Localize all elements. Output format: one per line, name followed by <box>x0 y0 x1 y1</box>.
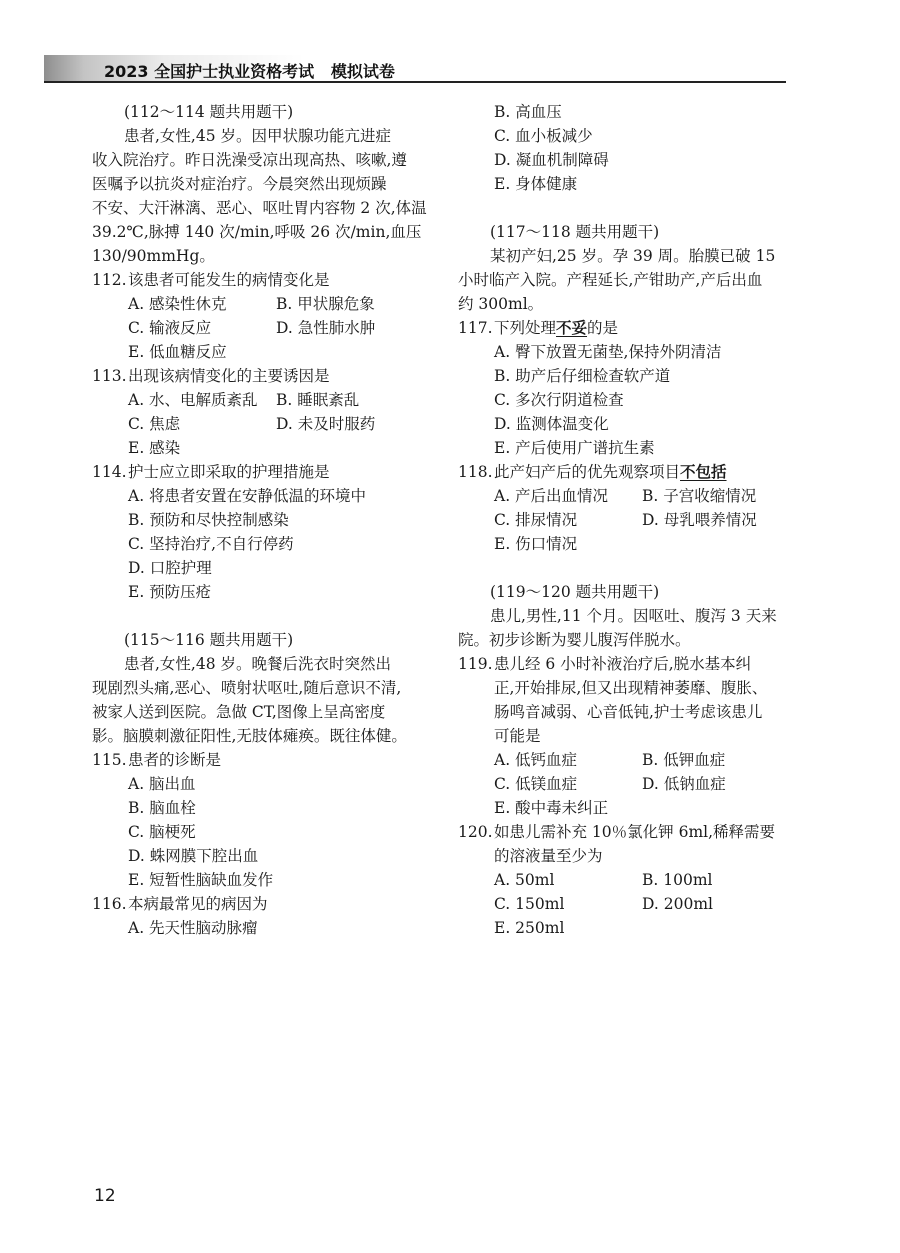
option-e: E. 250ml <box>494 919 565 937</box>
case-stem <box>458 244 788 316</box>
question-number: 118. <box>458 463 493 481</box>
options-row <box>92 292 422 316</box>
option-d: D. 未及时服药 <box>276 415 376 433</box>
option-c: C. 排尿情况 <box>494 511 578 529</box>
option-b: B. 预防和尽快控制感染 <box>128 511 289 529</box>
stem-line: 患儿,男性,11 个月。因呕吐、腹泻 3 天来 <box>490 607 777 625</box>
option-c: C. 坚持治疗,不自行停药 <box>128 535 294 553</box>
question-112 <box>92 268 422 292</box>
option-b: B. 睡眠紊乱 <box>276 391 360 409</box>
stem-line: 不安、大汗淋漓、恶心、呕吐胃内容物 2 次,体温 <box>92 199 427 217</box>
question-number: 117. <box>458 319 493 337</box>
question-119 <box>458 652 788 748</box>
stem-line: 被家人送到医院。急做 CT,图像上呈高密度 <box>92 703 386 721</box>
group-title: (115～116 题共用题干) <box>124 631 294 649</box>
question-116 <box>92 892 422 916</box>
option-e: E. 产后使用广谱抗生素 <box>494 439 655 457</box>
option-c: C. 低镁血症 <box>494 775 578 793</box>
option-b: B. 子宫收缩情况 <box>642 487 757 505</box>
options-row <box>92 412 422 436</box>
question-number: 120. <box>458 823 493 841</box>
option-e: E. 伤口情况 <box>494 535 578 553</box>
case-stem <box>458 604 788 652</box>
negation-keyword: 不妥 <box>556 319 588 337</box>
option-c: C. 焦虑 <box>128 415 181 433</box>
option-c: C. 多次行阴道检查 <box>494 391 624 409</box>
left-column <box>92 100 427 940</box>
question-text: 如患儿需补充 10％氯化钾 6ml,稀释需要 <box>494 823 776 841</box>
question-120 <box>458 820 788 868</box>
stem-line: 患者,女性,48 岁。晚餐后洗衣时突然出 <box>124 655 392 673</box>
options-row <box>92 388 422 412</box>
question-number: 113. <box>92 367 127 385</box>
option-b: B. 甲状腺危象 <box>276 295 375 313</box>
group-title: (117～118 题共用题干) <box>490 223 660 241</box>
option-d: D. 母乳喂养情况 <box>642 511 757 529</box>
question-text: 患儿经 6 小时补液治疗后,脱水基本纠 <box>494 655 752 673</box>
option-a: A. 脑出血 <box>128 775 196 793</box>
option-e: E. 预防压疮 <box>128 583 212 601</box>
question-text: 患者的诊断是 <box>128 751 222 769</box>
options-row <box>458 892 788 916</box>
question-text: 肠鸣音减弱、心音低钝,护士考虑该患儿 <box>494 703 763 721</box>
option-e: E. 低血糖反应 <box>128 343 227 361</box>
question-text: 护士应立即采取的护理措施是 <box>128 463 330 481</box>
option-e: E. 感染 <box>128 439 181 457</box>
question-text-end: 的是 <box>587 319 619 337</box>
options-row <box>92 316 422 340</box>
options-row <box>458 484 788 508</box>
option-c: C. 血小板减少 <box>494 127 593 145</box>
question-text: 下列处理 <box>494 319 557 337</box>
option-b: B. 100ml <box>642 871 713 889</box>
stem-line: 现剧烈头痛,恶心、喷射状呕吐,随后意识不清, <box>92 679 402 697</box>
stem-line: 约 300ml。 <box>458 295 544 313</box>
options-row <box>458 748 788 772</box>
option-e: E. 身体健康 <box>494 175 578 193</box>
option-a: A. 感染性休克 <box>128 295 227 313</box>
right-column <box>458 100 788 940</box>
options-row <box>458 868 788 892</box>
page-number: 12 <box>94 1186 116 1206</box>
option-a: A. 将患者安置在安静低温的环境中 <box>128 487 367 505</box>
question-text: 的溶液量至少为 <box>494 847 603 865</box>
question-114 <box>92 460 422 484</box>
option-d: D. 急性肺水肿 <box>276 319 376 337</box>
question-113 <box>92 364 422 388</box>
stem-line: 小时临产入院。产程延长,产钳助产,产后出血 <box>458 271 763 289</box>
question-text: 本病最常见的病因为 <box>128 895 268 913</box>
spacer <box>92 604 422 628</box>
option-d: D. 蛛网膜下腔出血 <box>128 847 259 865</box>
option-d: D. 凝血机制障碍 <box>494 151 609 169</box>
case-stem <box>92 652 422 748</box>
option-d: D. 200ml <box>642 895 713 913</box>
option-a: A. 低钙血症 <box>494 751 578 769</box>
stem-line: 影。脑膜刺激征阳性,无肢体瘫痪。既往体健。 <box>92 727 407 745</box>
option-b: B. 低钾血症 <box>642 751 726 769</box>
question-number: 119. <box>458 655 493 673</box>
case-stem <box>92 124 427 268</box>
option-a: A. 臀下放置无菌垫,保持外阴清洁 <box>494 343 722 361</box>
stem-line: 某初产妇,25 岁。孕 39 周。胎膜已破 15 <box>490 247 776 265</box>
question-text: 此产妇产后的优先观察项目 <box>494 463 681 481</box>
question-number: 116. <box>92 895 127 913</box>
group-title: (112～114 题共用题干) <box>124 103 294 121</box>
option-c: C. 150ml <box>494 895 565 913</box>
option-c: C. 输液反应 <box>128 319 212 337</box>
negation-keyword: 不包括 <box>680 463 727 481</box>
stem-line: 医嘱予以抗炎对症治疗。今晨突然出现烦躁 <box>92 175 387 193</box>
group-title: (119～120 题共用题干) <box>490 583 660 601</box>
question-text: 出现该病情变化的主要诱因是 <box>128 367 330 385</box>
option-a: A. 先天性脑动脉瘤 <box>128 919 258 937</box>
option-a: A. 水、电解质紊乱 <box>128 391 258 409</box>
question-115 <box>92 748 422 772</box>
option-b: B. 助产后仔细检查软产道 <box>494 367 671 385</box>
option-d: D. 监测体温变化 <box>494 415 609 433</box>
options-row <box>458 508 788 532</box>
question-number: 112. <box>92 271 127 289</box>
option-b: B. 脑血栓 <box>128 799 196 817</box>
question-text: 正,开始排尿,但又出现精神萎靡、腹胀、 <box>494 679 768 697</box>
stem-line: 130/90mmHg。 <box>92 247 215 265</box>
header-title: 2023 全国护士执业资格考试 模拟试卷 <box>104 62 395 81</box>
stem-line: 39.2℃,脉搏 140 次/min,呼吸 26 次/min,血压 <box>92 223 422 241</box>
spacer <box>458 196 788 220</box>
option-c: C. 脑梗死 <box>128 823 196 841</box>
question-number: 114. <box>92 463 127 481</box>
option-d: D. 口腔护理 <box>128 559 212 577</box>
question-117 <box>458 316 788 340</box>
option-a: A. 50ml <box>494 871 555 889</box>
option-e: E. 短暂性脑缺血发作 <box>128 871 274 889</box>
option-d: D. 低钠血症 <box>642 775 726 793</box>
question-number: 115. <box>92 751 127 769</box>
spacer <box>458 556 788 580</box>
question-text: 可能是 <box>494 727 541 745</box>
option-e: E. 酸中毒未纠正 <box>494 799 609 817</box>
stem-line: 患者,女性,45 岁。因甲状腺功能亢进症 <box>124 127 392 145</box>
options-row <box>458 772 788 796</box>
option-a: A. 产后出血情况 <box>494 487 609 505</box>
option-b: B. 高血压 <box>494 103 562 121</box>
stem-line: 收入院治疗。昨日洗澡受凉出现高热、咳嗽,遵 <box>92 151 407 169</box>
question-text: 该患者可能发生的病情变化是 <box>128 271 330 289</box>
question-118 <box>458 460 788 484</box>
stem-line: 院。初步诊断为婴儿腹泻伴脱水。 <box>458 631 691 649</box>
